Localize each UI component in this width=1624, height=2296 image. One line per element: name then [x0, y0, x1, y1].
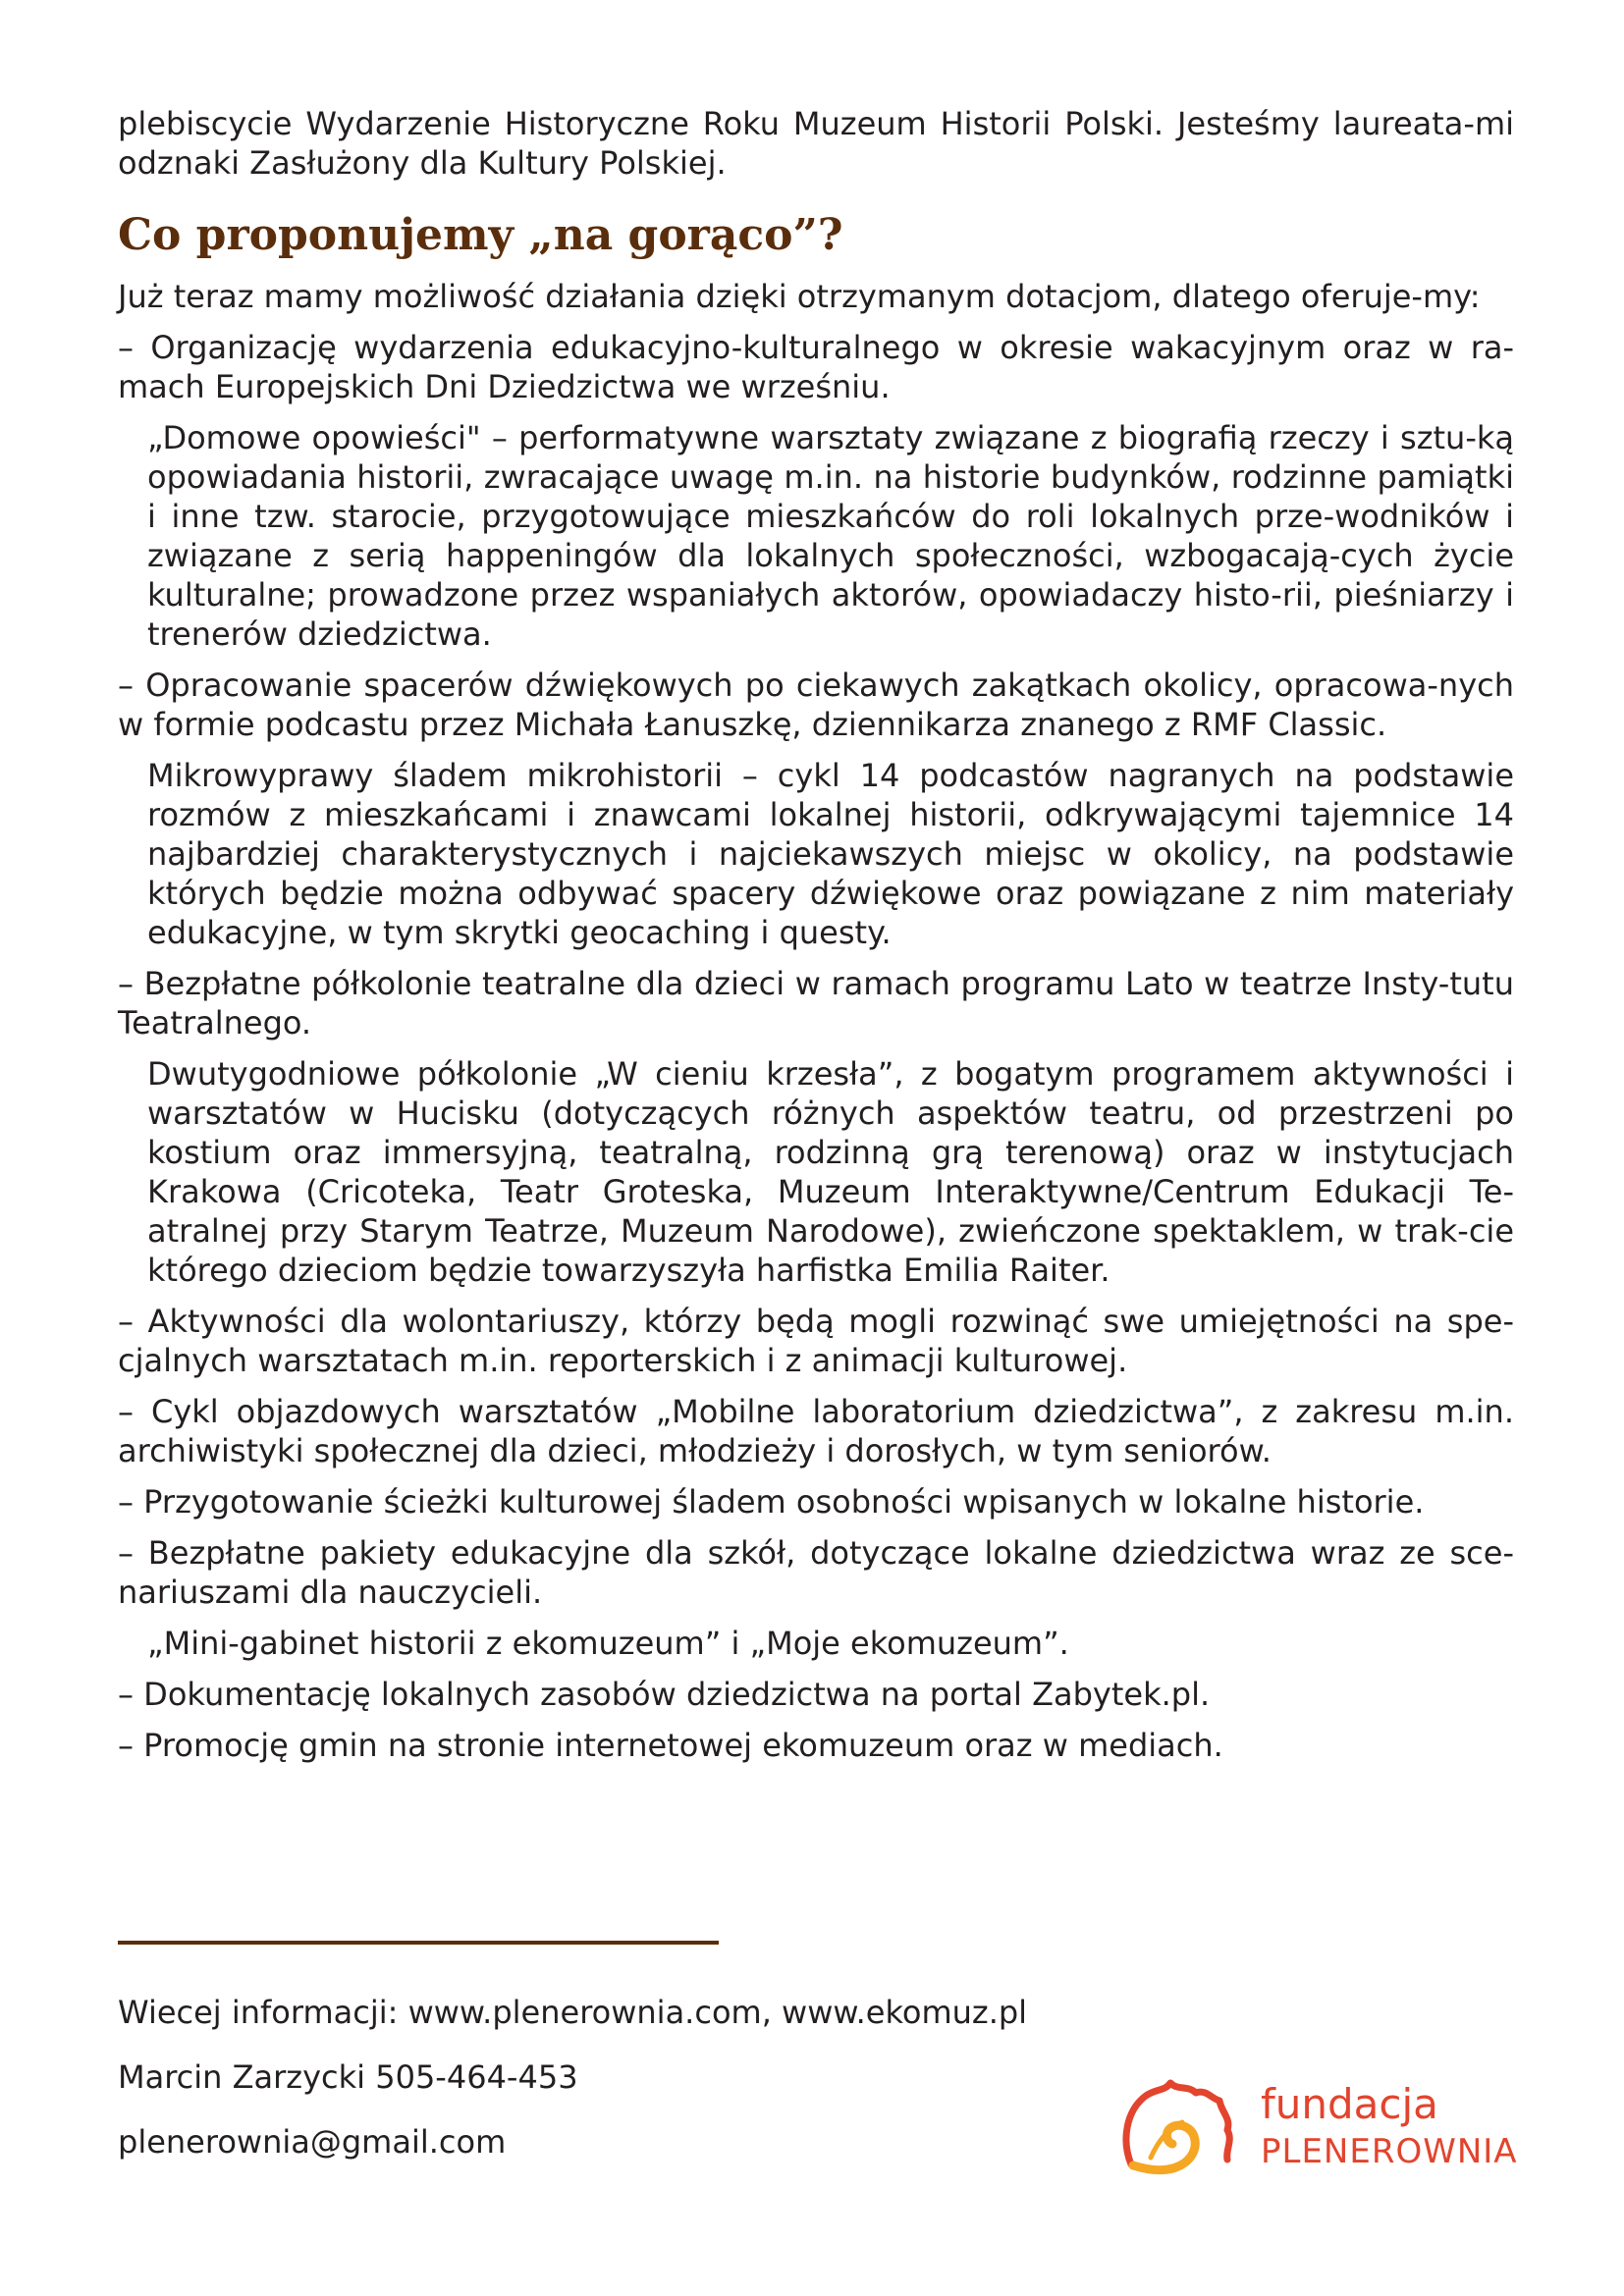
fundacja-plenerownia-logo: [1111, 2071, 1534, 2189]
offer-detail-domowe-opowiesci: „Domowe opowieści" – performatywne warsztaty związane z biografią rzeczy i sztu-ką opowiadania historii, zwracające uwagę m.in. na historie budynków, rodzinne pamiątki i inne tzw. starocie, przygotowujące mieszkańców do roli lokalnych prze-wodników i związane z serią happeningów dla lokalnych społeczności, wzbogacają-cych życie kulturalne; prowadzone przez wspaniałych aktorów, opowiadaczy histo-rii, pieśniarzy i trenerów dziedzictwa.: [147, 419, 1514, 653]
contact-person: Marcin Zarzycki 505-464-453: [118, 2058, 578, 2096]
offer-item-polkolonie: – Bezpłatne półkolonie teatralne dla dzieci w ramach programu Lato w teatrze Insty-tutu Teatralnego.: [118, 965, 1514, 1041]
logo-text-plenerownia: PLENEROWNIA: [1261, 2132, 1518, 2171]
offer-detail-mikrowyprawy: Mikrowyprawy śladem mikrohistorii – cykl 14 podcastów nagranych na podstawie rozmów z mieszkańcami i znawcami lokalnej historii, odkrywającymi tajemnice 14 najbardziej charakterystycznych i najciekawszych miejsc w okolicy, na podstawie których będzie można odbywać spacery dźwiękowe oraz powiązane z nim materiały edukacyjne, w tym skrytki geocaching i questy.: [147, 757, 1514, 951]
contact-info: Wiecej informacji: www.plenerownia.com, www.ekomuz.pl: [118, 1994, 1028, 2031]
contact-email: plenerownia@gmail.com: [118, 2123, 507, 2161]
contact-block: [118, 1993, 1100, 2187]
pencil-shaving-logo-icon: [1111, 2071, 1239, 2189]
offer-item-wolontariusze: – Aktywności dla wolontariuszy, którzy będą mogli rozwinąć swe umiejętności na spe-cjalnych warsztatach m.in. reporterskich i z animacji kulturowej.: [118, 1303, 1514, 1379]
document-body: [118, 104, 1514, 1777]
intro-paragraph: plebiscycie Wydarzenie Historyczne Roku Muzeum Historii Polski. Jesteśmy laureata-mi odznaki Zasłużony dla Kultury Polskiej.: [118, 105, 1514, 182]
offer-detail-mini-gabinet: „Mini-gabinet historii z ekomuzeum” i „Moje ekomuzeum”.: [147, 1625, 1069, 1662]
offer-item-organizacja: – Organizację wydarzenia edukacyjno-kulturalnego w okresie wakacyjnym oraz w ra-mach Europejskich Dni Dziedzictwa we wrześniu.: [118, 329, 1514, 405]
offer-item-warsztaty-objazdowe: – Cykl objazdowych warsztatów „Mobilne laboratorium dziedzictwa”, z zakresu m.in. archiwistyki społecznej dla dzieci, młodzieży i dorosłych, w tym seniorów.: [118, 1393, 1514, 1469]
lead-paragraph: Już teraz mamy możliwość działania dzięki otrzymanym dotacjom, dlatego oferuje-my:: [118, 278, 1481, 315]
offer-item-sciezka-kulturowa: – Przygotowanie ścieżki kulturowej śladem osobności wpisanych w lokalne historie.: [118, 1483, 1425, 1521]
offer-item-promocja: – Promocję gmin na stronie internetowej ekomuzeum oraz w mediach.: [118, 1727, 1223, 1764]
section-heading: Co proponujemy „na gorąco”?: [118, 210, 843, 260]
logo-text-fundacja: fundacja: [1261, 2080, 1438, 2128]
offer-item-spacery: – Opracowanie spacerów dźwiękowych po ciekawych zakątkach okolicy, opracowa-nych w formie podcastu przez Michała Łanuszkę, dziennikarza znanego z RMF Classic.: [118, 667, 1514, 743]
offer-item-dokumentacja: – Dokumentację lokalnych zasobów dziedzictwa na portal Zabytek.pl.: [118, 1676, 1211, 1713]
offer-detail-w-cieniu-krzesla: Dwutygodniowe półkolonie „W cieniu krzesła”, z bogatym programem aktywności i warsztatów w Hucisku (dotyczących różnych aspektów teatru, od przestrzeni po kostium oraz immersyjną, teatralną, rodzinną grą terenową) oraz w instytucjach Krakowa (Cricoteka, Teatr Groteska, Muzeum Interaktywne/Centrum Edukacji Te-atralnej przy Starym Teatrze, Muzeum Narodowe), zwieńczone spektaklem, w trak-cie którego dzieciom będzie towarzyszyła harfistka Emilia Raiter.: [147, 1055, 1514, 1289]
divider-rule: [118, 1941, 719, 1945]
offer-item-pakiety-edukacyjne: – Bezpłatne pakiety edukacyjne dla szkół, dotyczące lokalne dziedzictwa wraz ze sce-nariuszami dla nauczycieli.: [118, 1534, 1514, 1611]
